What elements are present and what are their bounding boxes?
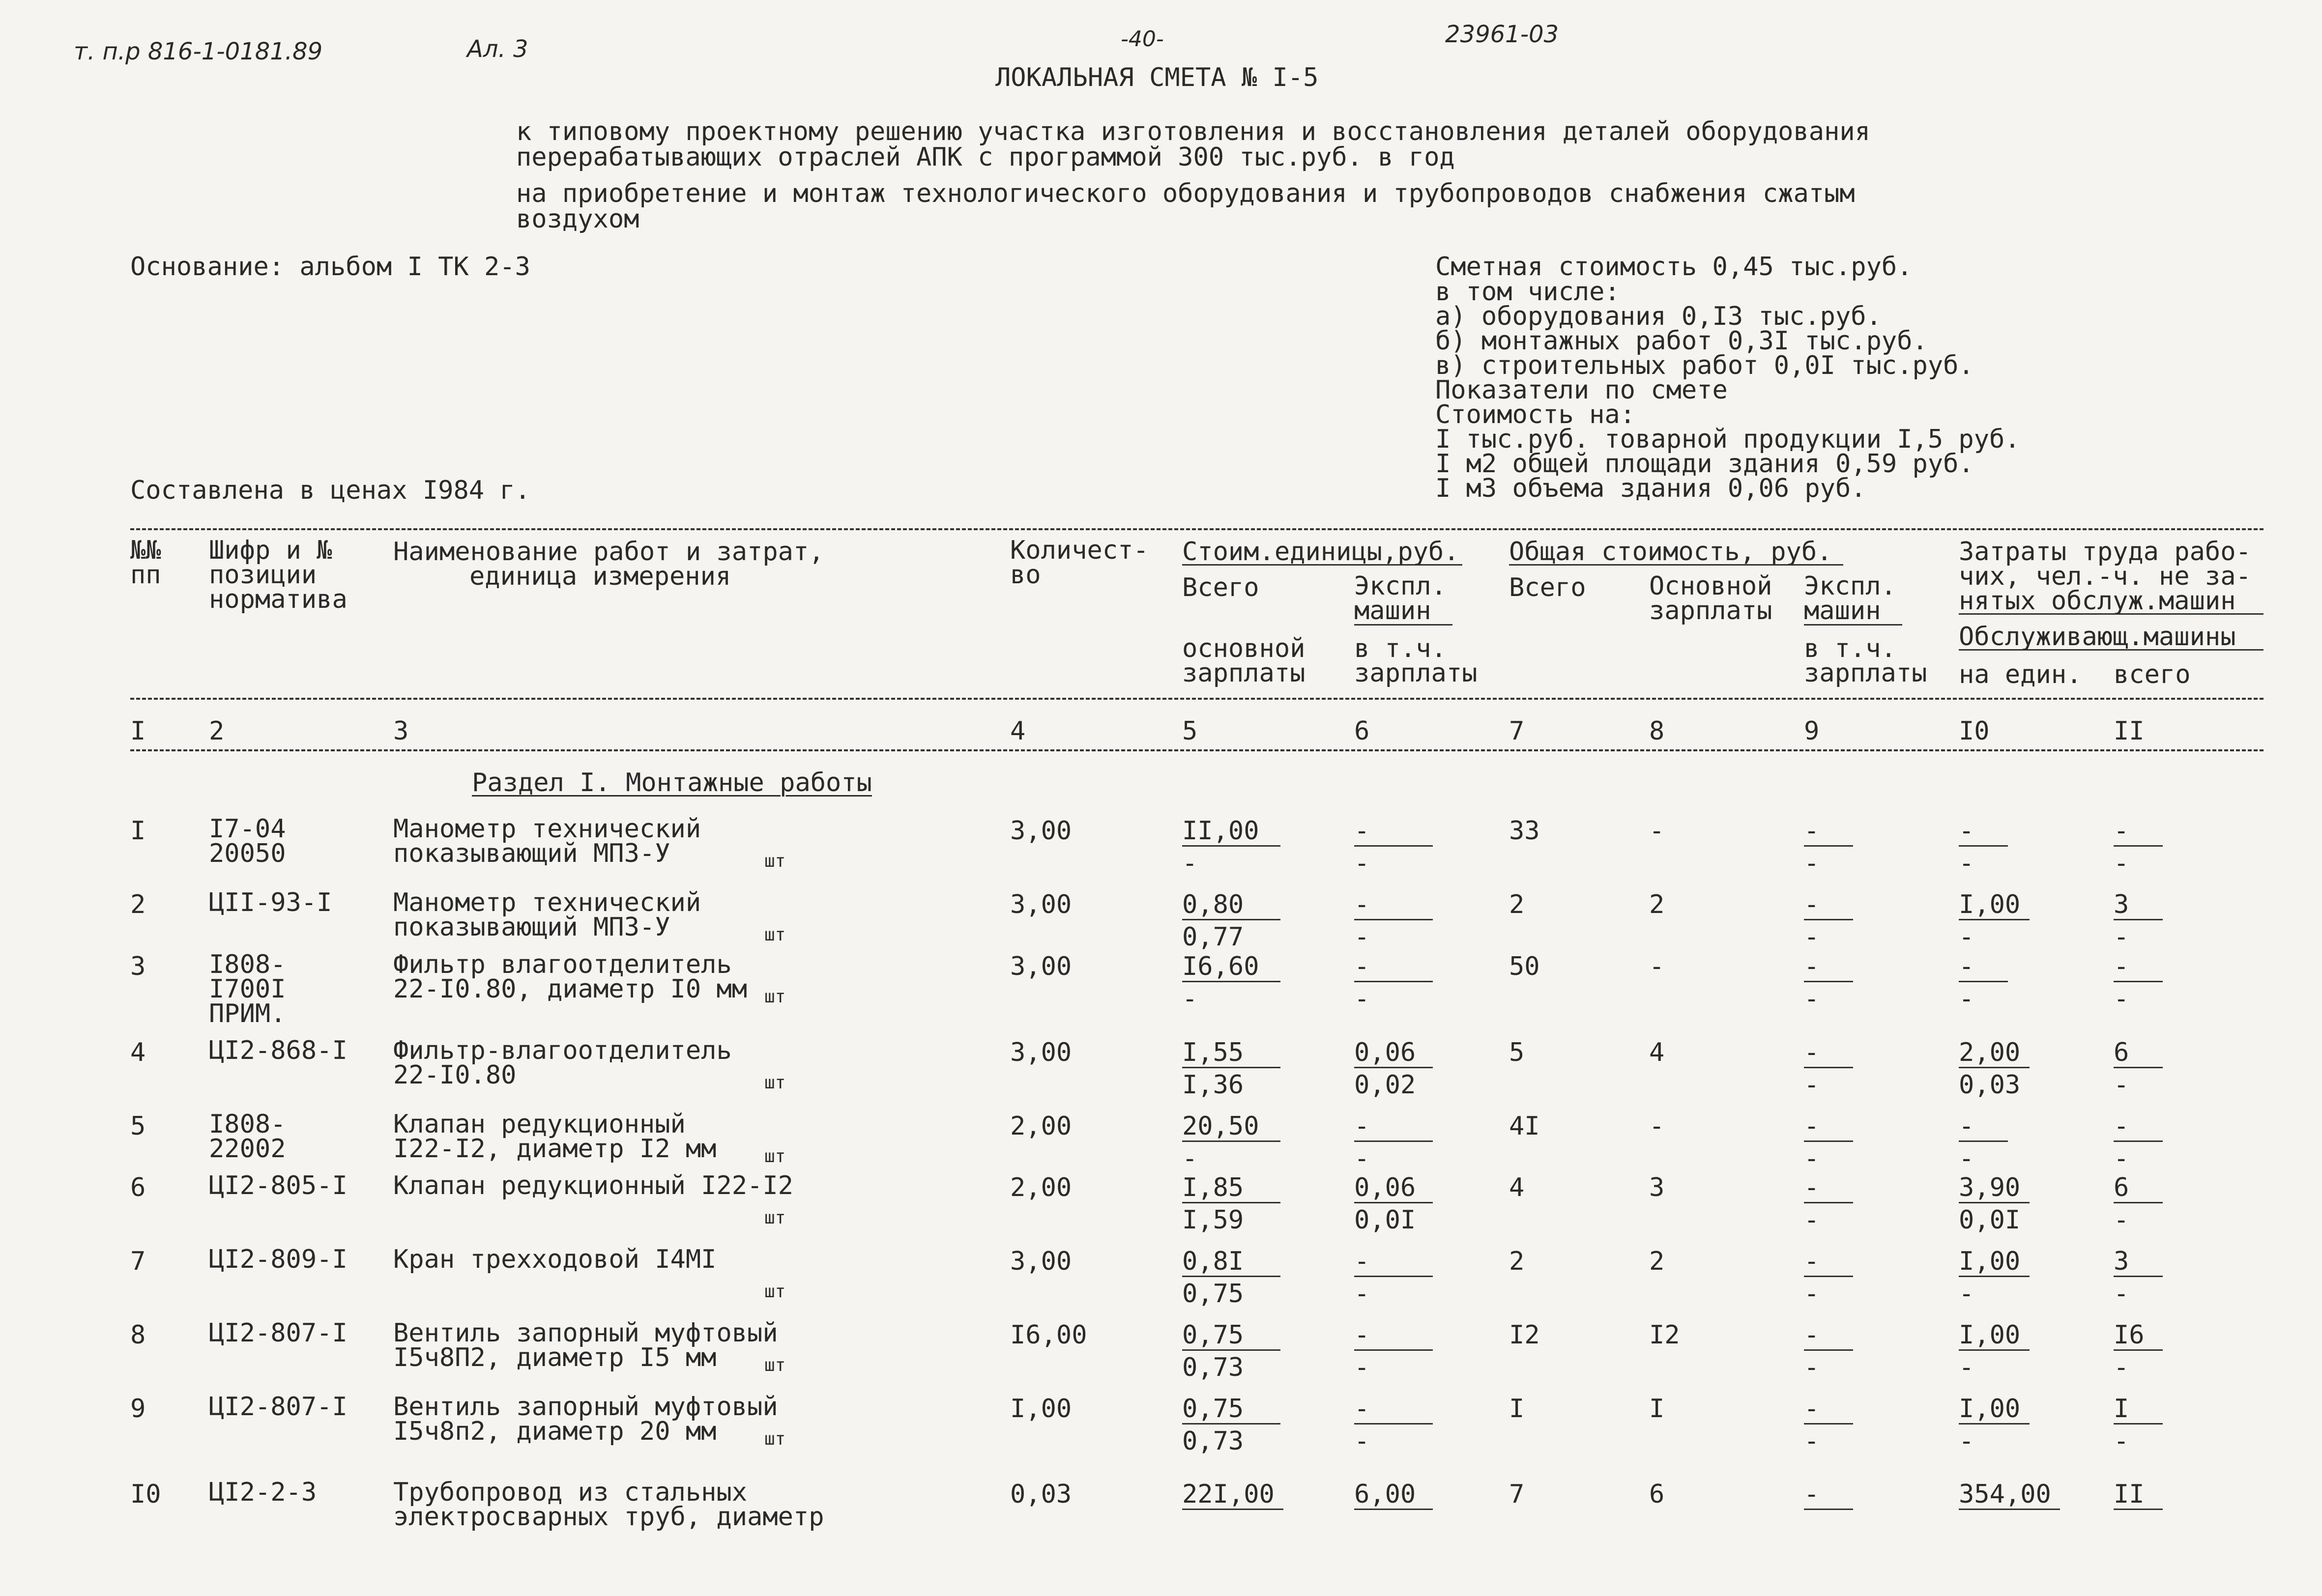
col-number: 4: [1010, 716, 1026, 746]
row-code: ЦI2-868-I: [209, 1036, 348, 1065]
value-underline: [1182, 1067, 1280, 1068]
row-code: ЦI2-807-I: [209, 1392, 348, 1422]
row-c11b: -: [2114, 849, 2129, 878]
value-underline: [1804, 919, 1853, 920]
row-c10b: -: [1959, 1279, 1974, 1309]
value-underline: [1354, 919, 1433, 920]
row-number: 9: [130, 1394, 146, 1424]
col-header-9-machines: Экспл. машин: [1804, 571, 1896, 626]
row-number: 2: [130, 890, 146, 919]
row-name: Вентиль запорный муфтовый I5ч8П2, диаметр I5 мм: [393, 1318, 778, 1372]
row-c11: 6: [2114, 1038, 2129, 1067]
row-unit: шт: [764, 925, 786, 945]
row-c9: -: [1804, 1173, 1820, 1202]
cost-summary-line: Сметная стоимость 0,45 тыс.руб.: [1435, 252, 1913, 282]
intro-line-3: на приобретение и монтаж технологического оборудования и трубопроводов снабжения сжатым: [516, 179, 1855, 208]
row-c5: I,55: [1182, 1038, 1244, 1067]
value-underline: [1959, 1202, 2030, 1203]
col-number: 9: [1804, 716, 1820, 746]
row-c5b: 0,73: [1182, 1353, 1244, 1382]
row-c9b: -: [1804, 1144, 1820, 1173]
row-c11b: -: [2114, 1205, 2129, 1235]
cost-summary-line: Стоимость на:: [1435, 400, 1635, 429]
row-c5: I6,60: [1182, 952, 1259, 981]
cost-summary-line: I м3 объема здания 0,06 руб.: [1435, 474, 1866, 503]
col-header-8-wages: Основной зарплаты: [1649, 571, 1772, 626]
intro-line-4: воздухом: [516, 204, 639, 234]
row-c9b: -: [1804, 1070, 1820, 1100]
row-c7: 50: [1509, 952, 1540, 981]
row-c5: 22I,00: [1182, 1480, 1275, 1509]
value-underline: [1804, 845, 1853, 847]
page-title: ЛОКАЛЬНАЯ СМЕТА № I-5: [995, 63, 1319, 92]
row-c9b: -: [1804, 1353, 1820, 1382]
col-header-10-per-unit: на един.: [1959, 660, 2082, 689]
row-c11: -: [2114, 952, 2129, 981]
col9-underline: [1804, 624, 1902, 626]
row-c5b: -: [1182, 984, 1198, 1014]
row-unit: шт: [764, 1429, 786, 1449]
row-name: Вентиль запорный муфтовый I5ч8п2, диаметр 20 мм: [393, 1392, 778, 1446]
row-c8: 2: [1649, 1247, 1665, 1276]
row-c6: -: [1354, 890, 1370, 919]
value-underline: [1182, 845, 1280, 847]
row-c8: I2: [1649, 1320, 1680, 1350]
row-number: 3: [130, 952, 146, 981]
row-c5: 20,50: [1182, 1112, 1259, 1141]
row-c6: 0,06: [1354, 1173, 1416, 1202]
intro-line-1: к типовому проектному решению участка изготовления и восстановления деталей оборудования: [516, 117, 1870, 146]
row-c10: -: [1959, 1112, 1974, 1141]
row-quantity: I6,00: [1010, 1320, 1087, 1350]
row-unit: шт: [764, 1208, 786, 1228]
row-code: I808- 22002: [209, 1110, 286, 1164]
row-code: I808- I700I ПРИМ.: [209, 950, 286, 1028]
row-c6b: -: [1354, 922, 1370, 952]
row-c6b: -: [1354, 849, 1370, 878]
row-c11b: -: [2114, 1144, 2129, 1173]
labor-serv-underline: [1959, 649, 2264, 651]
row-c5b: 0,77: [1182, 922, 1244, 952]
basis-text: Основание: альбом I ТК 2-3: [130, 252, 530, 282]
value-underline: [2114, 845, 2163, 847]
row-c10: I,00: [1959, 1394, 2021, 1424]
col-header-number: №№ пп: [130, 536, 161, 590]
row-c10b: -: [1959, 1426, 1974, 1456]
value-underline: [1182, 1349, 1280, 1351]
row-c11: 3: [2114, 890, 2129, 919]
row-quantity: 3,00: [1010, 1247, 1072, 1276]
row-c6b: -: [1354, 1426, 1370, 1456]
col-number: I0: [1959, 716, 1990, 746]
value-underline: [2114, 1276, 2163, 1277]
value-underline: [1804, 1140, 1853, 1142]
row-c6: -: [1354, 1112, 1370, 1141]
row-c8: -: [1649, 1112, 1665, 1141]
row-c5b: -: [1182, 849, 1198, 878]
row-c8: I: [1649, 1394, 1665, 1424]
row-quantity: 2,00: [1010, 1173, 1072, 1202]
row-c5: I,85: [1182, 1173, 1244, 1202]
table-top-rule: [130, 528, 2264, 530]
value-underline: [1804, 981, 1853, 982]
col-number: 7: [1509, 716, 1525, 746]
row-code: ЦI2-2-3: [209, 1478, 317, 1507]
row-unit: шт: [764, 1073, 786, 1093]
row-c11: 3: [2114, 1247, 2129, 1276]
row-name: Фильтр-влагоотделитель 22-I0.80: [393, 1036, 732, 1090]
row-number: I: [130, 816, 146, 846]
row-c10: I,00: [1959, 1247, 2021, 1276]
row-unit: шт: [764, 1355, 786, 1375]
row-quantity: 3,00: [1010, 1038, 1072, 1067]
value-underline: [1959, 1140, 2008, 1142]
row-c5: 0,75: [1182, 1320, 1244, 1350]
row-unit: шт: [764, 851, 786, 871]
row-code: ЦI2-805-I: [209, 1171, 348, 1200]
value-underline: [1182, 1423, 1280, 1425]
cost-summary-line: в том числе:: [1435, 277, 1620, 307]
row-c11: II: [2114, 1480, 2145, 1509]
row-c9b: -: [1804, 922, 1820, 952]
document-code: т. п.р 816-1-0181.89: [74, 38, 323, 65]
row-code: ЦI2-807-I: [209, 1318, 348, 1348]
row-name: Манометр технический показывающий МПЗ-У: [393, 888, 701, 942]
album-number: Ал. 3: [467, 35, 528, 63]
row-c11b: -: [2114, 922, 2129, 952]
row-c6: 0,06: [1354, 1038, 1416, 1067]
col-header-labor: Затраты труда рабо-: [1959, 537, 2251, 567]
value-underline: [1959, 1067, 2030, 1068]
value-underline: [1182, 981, 1280, 982]
col-header-11-total: всего: [2114, 660, 2191, 689]
column-numbers-rule: [130, 749, 2264, 751]
compiled-prices-text: Составлена в ценах I984 г.: [130, 476, 530, 505]
col-header-labor-3: нятых обслуж.машин: [1959, 586, 2236, 616]
row-c7: I: [1509, 1394, 1525, 1424]
row-c5: II,00: [1182, 816, 1259, 846]
row-c6b: 0,02: [1354, 1070, 1416, 1100]
row-c8: 3: [1649, 1173, 1665, 1202]
row-c9b: -: [1804, 849, 1820, 878]
row-c6b: -: [1354, 1279, 1370, 1309]
value-underline: [1959, 919, 2030, 920]
value-underline: [1959, 845, 2008, 847]
value-underline: [1354, 1276, 1433, 1277]
row-number: 8: [130, 1320, 146, 1350]
row-c11: 6: [2114, 1173, 2129, 1202]
value-underline: [1354, 1509, 1433, 1510]
header-bottom-rule: [130, 698, 2264, 700]
row-unit: шт: [764, 987, 786, 1007]
col-number: 3: [393, 716, 409, 746]
cost-summary-line: I м2 общей площади здания 0,59 руб.: [1435, 449, 1974, 479]
row-c11: I: [2114, 1394, 2129, 1424]
row-number: 5: [130, 1112, 146, 1141]
value-underline: [1959, 1276, 2030, 1277]
row-c6b: -: [1354, 984, 1370, 1014]
row-c6: -: [1354, 1247, 1370, 1276]
value-underline: [1354, 845, 1433, 847]
row-c7: 2: [1509, 890, 1525, 919]
row-c9: -: [1804, 1038, 1820, 1067]
row-quantity: 3,00: [1010, 890, 1072, 919]
row-c10: -: [1959, 952, 1974, 981]
col-header-name: Наименование работ и затрат,: [393, 537, 824, 567]
row-c10b: -: [1959, 849, 1974, 878]
row-c10b: -: [1959, 984, 1974, 1014]
col-number: 8: [1649, 716, 1665, 746]
row-c7: 4: [1509, 1173, 1525, 1202]
row-c7: 2: [1509, 1247, 1525, 1276]
col-header-total-cost: Общая стоимость, руб.: [1509, 537, 1832, 567]
row-name: Клапан редукционный I22-I2: [393, 1171, 793, 1200]
row-c10b: 0,0I: [1959, 1205, 2021, 1235]
row-c11: -: [2114, 816, 2129, 846]
row-c11: -: [2114, 1112, 2129, 1141]
value-underline: [1959, 1423, 2030, 1425]
row-c9b: -: [1804, 1279, 1820, 1309]
row-c10b: -: [1959, 1353, 1974, 1382]
row-c6: -: [1354, 1320, 1370, 1350]
row-quantity: 3,00: [1010, 816, 1072, 846]
row-c7: I2: [1509, 1320, 1540, 1350]
value-underline: [1804, 1509, 1853, 1510]
col-header-9-wages: в т.ч. зарплаты: [1804, 634, 1927, 688]
row-c8: 2: [1649, 890, 1665, 919]
row-quantity: 2,00: [1010, 1112, 1072, 1141]
row-number: 4: [130, 1038, 146, 1067]
row-c10: I,00: [1959, 1320, 2021, 1350]
row-c10b: -: [1959, 1144, 1974, 1173]
col-header-5-wages: основной зарплаты: [1182, 634, 1306, 688]
row-c7: 7: [1509, 1480, 1525, 1509]
row-c9: -: [1804, 890, 1820, 919]
value-underline: [1804, 1067, 1853, 1068]
row-c7: 33: [1509, 816, 1540, 846]
row-c9: -: [1804, 1394, 1820, 1424]
row-c5b: I,36: [1182, 1070, 1244, 1100]
row-number: 7: [130, 1247, 146, 1276]
col-header-5-total: Всего: [1182, 573, 1259, 602]
row-c9: -: [1804, 1320, 1820, 1350]
col-header-quantity: Количест- во: [1010, 536, 1149, 590]
row-c7: 5: [1509, 1038, 1525, 1067]
row-c9: -: [1804, 816, 1820, 846]
row-c11b: -: [2114, 1426, 2129, 1456]
col6-underline: [1354, 624, 1452, 626]
row-c9: -: [1804, 1247, 1820, 1276]
row-quantity: I,00: [1010, 1394, 1072, 1424]
row-c11b: -: [2114, 1279, 2129, 1309]
row-c6: -: [1354, 816, 1370, 846]
value-underline: [2114, 1423, 2163, 1425]
value-underline: [2114, 1509, 2163, 1510]
row-code: I7-04 20050: [209, 814, 286, 868]
col-header-6-machines: Экспл. машин: [1354, 571, 1447, 626]
row-unit: шт: [764, 1146, 786, 1167]
row-c5: 0,8I: [1182, 1247, 1244, 1276]
total-cost-underline: [1509, 564, 1843, 566]
row-code: ЦI2-809-I: [209, 1245, 348, 1274]
col-header-unit-cost: Стоим.единицы,руб.: [1182, 537, 1459, 567]
value-underline: [1959, 1349, 2030, 1351]
value-underline: [1804, 1202, 1853, 1203]
col-header-labor-2: чих, чел.-ч. не за-: [1959, 562, 2251, 591]
row-c10: 354,00: [1959, 1480, 2051, 1509]
unit-cost-underline: [1182, 564, 1462, 566]
row-name: Кран трехходовой I4МI: [393, 1245, 717, 1274]
cost-summary-line: в) строительных работ 0,0I тыс.руб.: [1435, 351, 1974, 380]
col-header-unit: единица измерения: [469, 562, 731, 591]
row-quantity: 3,00: [1010, 952, 1072, 981]
row-c11b: -: [2114, 1070, 2129, 1100]
row-c8: -: [1649, 816, 1665, 846]
row-c9: -: [1804, 1112, 1820, 1141]
col-header-7-total: Всего: [1509, 573, 1586, 602]
col-header-labor-serv: Обслуживающ.машины: [1959, 622, 2236, 652]
row-number: 6: [130, 1173, 146, 1202]
row-c5b: 0,73: [1182, 1426, 1244, 1456]
value-underline: [1354, 1067, 1433, 1068]
row-c5b: I,59: [1182, 1205, 1244, 1235]
value-underline: [2114, 919, 2163, 920]
row-c5b: -: [1182, 1144, 1198, 1173]
row-code: ЦII-93-I: [209, 888, 332, 917]
cost-summary-line: б) монтажных работ 0,3I тыс.руб.: [1435, 326, 1928, 356]
value-underline: [1182, 1276, 1280, 1277]
row-c5: 0,80: [1182, 890, 1244, 919]
row-c5b: 0,75: [1182, 1279, 1244, 1309]
col-number: II: [2114, 716, 2145, 746]
value-underline: [1182, 919, 1280, 920]
value-underline: [1182, 1140, 1280, 1142]
row-name: Манометр технический показывающий МПЗ-У: [393, 814, 701, 868]
row-c6b: -: [1354, 1144, 1370, 1173]
row-c8: 6: [1649, 1480, 1665, 1509]
value-underline: [2114, 1067, 2163, 1068]
row-c9: -: [1804, 952, 1820, 981]
row-c10: I,00: [1959, 890, 2021, 919]
value-underline: [2114, 1349, 2163, 1351]
row-c6: -: [1354, 1394, 1370, 1424]
value-underline: [1182, 1202, 1280, 1203]
value-underline: [1804, 1423, 1853, 1425]
value-underline: [1354, 981, 1433, 982]
row-c10b: 0,03: [1959, 1070, 2021, 1100]
col-number: I: [130, 716, 146, 746]
row-c9b: -: [1804, 1205, 1820, 1235]
col-header-code: Шифр и № позиции норматива: [209, 536, 348, 614]
row-c6: 6,00: [1354, 1480, 1416, 1509]
cost-summary-line: а) оборудования 0,I3 тыс.руб.: [1435, 302, 1882, 331]
row-c6b: -: [1354, 1353, 1370, 1382]
row-name: Фильтр влагоотделитель 22-I0.80, диаметр I0 мм: [393, 950, 748, 1004]
row-c8: -: [1649, 952, 1665, 981]
col-number: 6: [1354, 716, 1370, 746]
row-c9b: -: [1804, 984, 1820, 1014]
row-c8: 4: [1649, 1038, 1665, 1067]
intro-line-2: перерабатывающих отраслей АПК с программой 300 тыс.руб. в год: [516, 142, 1455, 172]
value-underline: [1959, 981, 2008, 982]
value-underline: [2114, 1140, 2163, 1142]
value-underline: [1804, 1349, 1853, 1351]
row-c10: 3,90: [1959, 1173, 2021, 1202]
row-c11b: -: [2114, 1353, 2129, 1382]
value-underline: [1182, 1509, 1283, 1510]
value-underline: [2114, 981, 2163, 982]
value-underline: [2114, 1202, 2163, 1203]
row-unit: шт: [764, 1282, 786, 1302]
cost-summary-line: Показатели по смете: [1435, 375, 1728, 405]
row-quantity: 0,03: [1010, 1480, 1072, 1509]
row-c11: I6: [2114, 1320, 2145, 1350]
row-c10: 2,00: [1959, 1038, 2021, 1067]
value-underline: [1354, 1202, 1433, 1203]
col-header-6-wages: в т.ч. зарплаты: [1354, 634, 1478, 688]
labor-underline: [1959, 613, 2264, 615]
row-c10b: -: [1959, 922, 1974, 952]
value-underline: [1959, 1509, 2060, 1510]
row-c10: -: [1959, 816, 1974, 846]
row-c6: -: [1354, 952, 1370, 981]
row-c11b: -: [2114, 984, 2129, 1014]
row-name: Трубопровод из стальных электросварных труб, диаметр: [393, 1478, 824, 1532]
row-c6b: 0,0I: [1354, 1205, 1416, 1235]
value-underline: [1804, 1276, 1853, 1277]
col-number: 2: [209, 716, 225, 746]
page-number: -40-: [1121, 27, 1164, 52]
cost-summary-line: I тыс.руб. товарной продукции I,5 руб.: [1435, 425, 2020, 454]
value-underline: [1354, 1349, 1433, 1351]
row-number: I0: [130, 1480, 161, 1509]
row-c7: 4I: [1509, 1112, 1540, 1141]
row-c9: -: [1804, 1480, 1820, 1509]
value-underline: [1354, 1140, 1433, 1142]
value-underline: [1354, 1423, 1433, 1425]
section-title: Раздел I. Монтажные работы: [472, 768, 872, 798]
row-c9b: -: [1804, 1426, 1820, 1456]
row-c5: 0,75: [1182, 1394, 1244, 1424]
document-number: 23961-03: [1445, 21, 1559, 48]
col-number: 5: [1182, 716, 1198, 746]
row-name: Клапан редукционный I22-I2, диаметр I2 мм: [393, 1110, 717, 1164]
